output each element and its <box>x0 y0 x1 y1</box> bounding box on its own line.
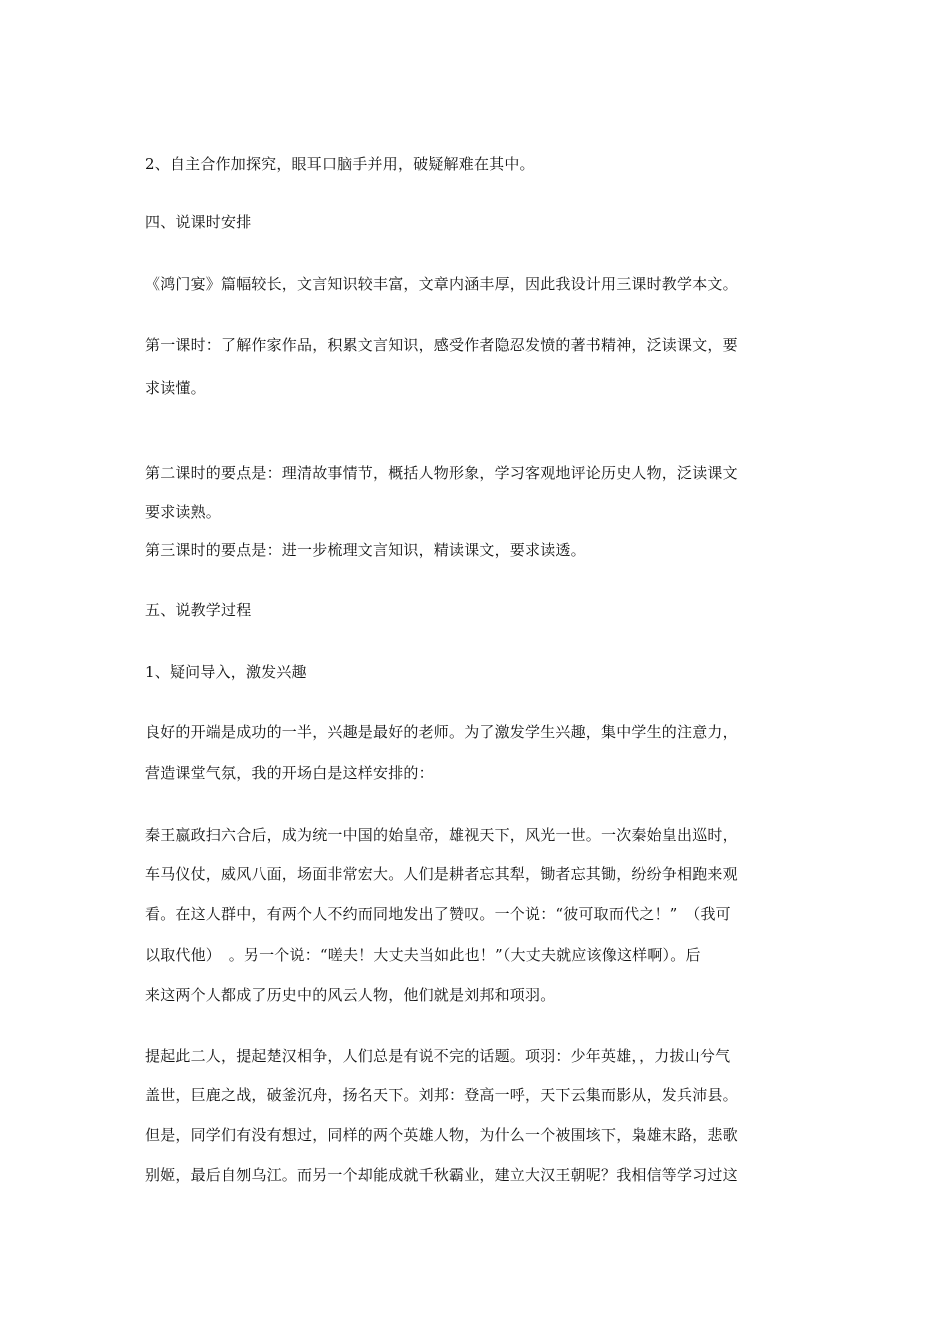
text-line: 第三课时的要点是：进一步梳理文言知识，精读课文，要求读透。 <box>145 541 586 559</box>
text-line: 以取代他） 。另一个说：“嗟夫！大丈夫当如此也！”（大丈夫就应该像这样啊）。后 <box>145 946 701 964</box>
text-line: 求读懂。 <box>145 379 206 397</box>
text-line: 看。在这人群中，有两个人不约而同地发出了赞叹。一个说：“彼可取而代之！” （我可 <box>145 905 731 923</box>
section-heading: 五、说教学过程 <box>145 601 252 619</box>
subsection-heading: 1、疑问导入，激发兴趣 <box>145 663 307 681</box>
text-line: 别姬，最后自刎乌江。而另一个却能成就千秋霸业，建立大汉王朝呢？我相信等学习过这 <box>145 1166 738 1184</box>
text-line: 来这两个人都成了历史中的风云人物，他们就是刘邦和项羽。 <box>145 986 556 1004</box>
text-line: 要求读熟。 <box>145 503 222 521</box>
text-line: 车马仪仗，威风八面，场面非常宏大。人们是耕者忘其犁，锄者忘其锄，纷纷争相跑来观 <box>145 865 738 883</box>
text-line: 第二课时的要点是：理清故事情节，概括人物形象，学习客观地评论历史人物，泛读课文 <box>145 464 738 482</box>
text-line: 营造课堂气氛，我的开场白是这样安排的： <box>145 764 434 782</box>
text-line: 但是，同学们有没有想过，同样的两个英雄人物，为什么一个被围垓下，枭雄末路，悲歌 <box>145 1126 738 1144</box>
text-line: 第一课时：了解作家作品，积累文言知识，感受作者隐忍发愤的著书精神，泛读课文，要 <box>145 336 738 354</box>
text-line: 《鸿门宴》篇幅较长，文言知识较丰富，文章内涵丰厚，因此我设计用三课时教学本文。 <box>145 275 738 293</box>
text-line: 秦王嬴政扫六合后，成为统一中国的始皇帝，雄视天下，风光一世。一次秦始皇出巡时， <box>145 826 738 844</box>
text-line: 良好的开端是成功的一半，兴趣是最好的老师。为了激发学生兴趣，集中学生的注意力， <box>145 723 738 741</box>
text-line: 2、自主合作加探究，眼耳口脑手并用，破疑解难在其中。 <box>145 155 535 173</box>
text-line: 盖世，巨鹿之战，破釜沉舟，扬名天下。刘邦：登高一呼，天下云集而影从，发兵沛县。 <box>145 1086 738 1104</box>
section-heading: 四、说课时安排 <box>145 213 252 231</box>
text-line: 提起此二人，提起楚汉相争，人们总是有说不完的话题。项羽：少年英雄，，力拔山兮气 <box>145 1047 731 1065</box>
